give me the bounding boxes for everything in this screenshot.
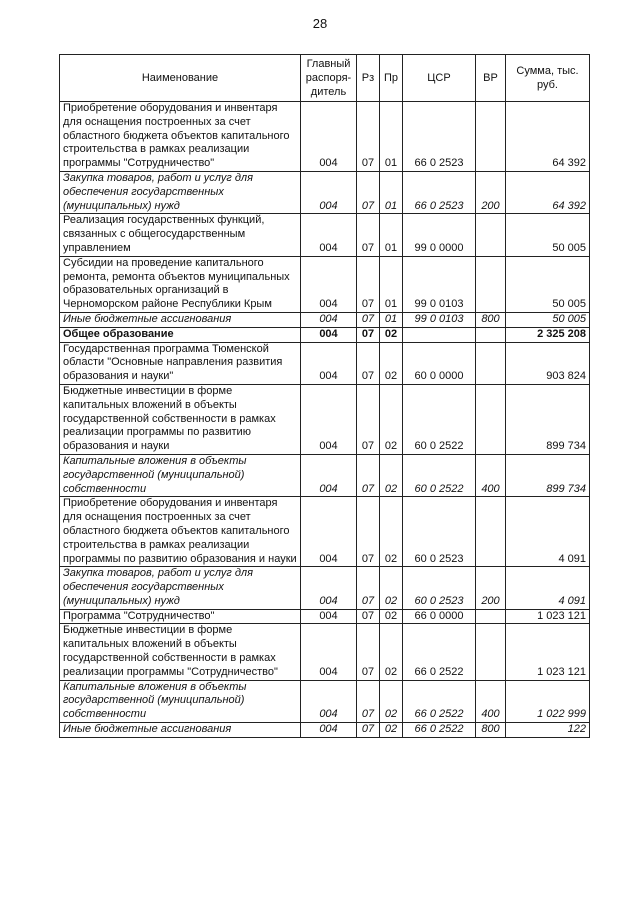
row-expense-type [476, 214, 506, 256]
row-subsection: 02 [380, 567, 403, 609]
table-row [60, 454, 590, 496]
row-section: 07 [357, 327, 380, 342]
header-subsection: Пр [380, 55, 403, 102]
row-target-article: 60 0 2523 [403, 497, 476, 567]
row-section: 07 [357, 454, 380, 496]
row-name: Реализация государственных функций, связанных с общегосударственным управлением [60, 214, 301, 256]
row-chief-administrator: 004 [301, 609, 357, 624]
row-sum: 50 005 [506, 312, 590, 327]
table-row [60, 384, 590, 454]
table-row [60, 497, 590, 567]
header-expense-type: ВР [476, 55, 506, 102]
row-expense-type [476, 256, 506, 312]
row-expense-type [476, 497, 506, 567]
row-sum: 50 005 [506, 214, 590, 256]
row-target-article: 66 0 2523 [403, 102, 476, 172]
row-sum: 50 005 [506, 256, 590, 312]
row-section: 07 [357, 171, 380, 213]
row-section: 07 [357, 102, 380, 172]
row-chief-administrator: 004 [301, 723, 357, 738]
row-target-article: 66 0 2523 [403, 171, 476, 213]
row-chief-administrator: 004 [301, 342, 357, 384]
row-subsection: 02 [380, 342, 403, 384]
row-subsection: 01 [380, 312, 403, 327]
row-expense-type [476, 327, 506, 342]
row-target-article: 60 0 0000 [403, 342, 476, 384]
table-row [60, 102, 590, 172]
row-expense-type: 800 [476, 723, 506, 738]
row-target-article: 99 0 0103 [403, 312, 476, 327]
row-chief-administrator: 004 [301, 327, 357, 342]
row-sum: 899 734 [506, 384, 590, 454]
header-chief-administrator: Главный распоря- дитель [301, 55, 357, 102]
row-sum: 64 392 [506, 171, 590, 213]
row-sum: 1 022 999 [506, 680, 590, 722]
row-section: 07 [357, 624, 380, 680]
row-section: 07 [357, 312, 380, 327]
row-expense-type [476, 609, 506, 624]
row-name: Государственная программа Тюменской области "Основные направления развития образования и науки" [60, 342, 301, 384]
row-subsection: 02 [380, 609, 403, 624]
row-section: 07 [357, 342, 380, 384]
row-name: Капитальные вложения в объекты государственной (муниципальной) собственности [60, 680, 301, 722]
row-subsection: 01 [380, 214, 403, 256]
row-name: Закупка товаров, работ и услуг для обеспечения государственных (муниципальных) нужд [60, 171, 301, 213]
header-row [60, 55, 590, 102]
row-subsection: 01 [380, 256, 403, 312]
row-chief-administrator: 004 [301, 624, 357, 680]
row-section: 07 [357, 497, 380, 567]
row-sum: 899 734 [506, 454, 590, 496]
row-subsection: 02 [380, 454, 403, 496]
row-section: 07 [357, 256, 380, 312]
table-row [60, 214, 590, 256]
row-expense-type [476, 624, 506, 680]
row-chief-administrator: 004 [301, 312, 357, 327]
row-chief-administrator: 004 [301, 102, 357, 172]
row-chief-administrator: 004 [301, 171, 357, 213]
table-row [60, 609, 590, 624]
row-chief-administrator: 004 [301, 384, 357, 454]
row-section: 07 [357, 609, 380, 624]
row-expense-type [476, 102, 506, 172]
row-subsection: 02 [380, 723, 403, 738]
row-expense-type [476, 384, 506, 454]
row-name: Субсидии на проведение капитального ремонта, ремонта объектов муниципальных образовательных организаций в Черноморском районе Республики Крым [60, 256, 301, 312]
row-name: Программа "Сотрудничество" [60, 609, 301, 624]
budget-table [59, 54, 590, 738]
row-sum: 64 392 [506, 102, 590, 172]
row-expense-type: 400 [476, 454, 506, 496]
row-section: 07 [357, 680, 380, 722]
table-row [60, 567, 590, 609]
row-subsection: 02 [380, 327, 403, 342]
row-expense-type: 200 [476, 567, 506, 609]
row-name: Приобретение оборудования и инвентаря для оснащения построенных за счет областного бюджета объектов капитального строительства в рамках реализации программы "Сотрудничество" [60, 102, 301, 172]
row-target-article: 66 0 0000 [403, 609, 476, 624]
row-name: Бюджетные инвестиции в форме капитальных вложений в объекты государственной собственности в рамках реализации программы "Сотрудничество" [60, 624, 301, 680]
row-sum: 2 325 208 [506, 327, 590, 342]
row-chief-administrator: 004 [301, 567, 357, 609]
row-name: Закупка товаров, работ и услуг для обеспечения государственных (муниципальных) нужд [60, 567, 301, 609]
row-chief-administrator: 004 [301, 454, 357, 496]
row-name: Бюджетные инвестиции в форме капитальных вложений в объекты государственной собственности в рамках реализации программы по развитию образования и науки [60, 384, 301, 454]
row-subsection: 02 [380, 497, 403, 567]
row-target-article: 66 0 2522 [403, 624, 476, 680]
row-target-article: 99 0 0000 [403, 214, 476, 256]
row-target-article: 66 0 2522 [403, 723, 476, 738]
row-name: Иные бюджетные ассигнования [60, 312, 301, 327]
row-sum: 903 824 [506, 342, 590, 384]
row-expense-type: 200 [476, 171, 506, 213]
row-sum: 122 [506, 723, 590, 738]
table-row [60, 624, 590, 680]
row-expense-type [476, 342, 506, 384]
row-expense-type: 800 [476, 312, 506, 327]
table-row [60, 680, 590, 722]
row-name: Капитальные вложения в объекты государственной (муниципальной) собственности [60, 454, 301, 496]
row-subsection: 01 [380, 171, 403, 213]
row-section: 07 [357, 567, 380, 609]
row-sum: 1 023 121 [506, 624, 590, 680]
row-expense-type: 400 [476, 680, 506, 722]
row-chief-administrator: 004 [301, 497, 357, 567]
row-target-article [403, 327, 476, 342]
row-subsection: 01 [380, 102, 403, 172]
row-chief-administrator: 004 [301, 680, 357, 722]
row-chief-administrator: 004 [301, 256, 357, 312]
budget-table-body [60, 102, 590, 738]
row-target-article: 60 0 2522 [403, 384, 476, 454]
row-section: 07 [357, 214, 380, 256]
row-sum: 1 023 121 [506, 609, 590, 624]
row-section: 07 [357, 723, 380, 738]
row-chief-administrator: 004 [301, 214, 357, 256]
row-target-article: 60 0 2522 [403, 454, 476, 496]
table-row [60, 312, 590, 327]
row-target-article: 66 0 2522 [403, 680, 476, 722]
table-row [60, 256, 590, 312]
row-name: Общее образование [60, 327, 301, 342]
table-row [60, 723, 590, 738]
row-subsection: 02 [380, 384, 403, 454]
row-target-article: 60 0 2523 [403, 567, 476, 609]
header-target-article: ЦСР [403, 55, 476, 102]
table-row [60, 171, 590, 213]
table-row [60, 327, 590, 342]
row-subsection: 02 [380, 680, 403, 722]
row-name: Приобретение оборудования и инвентаря для оснащения построенных за счет областного бюджета объектов капитального строительства в рамках реализации программы по развитию образования и науки [60, 497, 301, 567]
row-subsection: 02 [380, 624, 403, 680]
row-section: 07 [357, 384, 380, 454]
header-section: Рз [357, 55, 380, 102]
row-name: Иные бюджетные ассигнования [60, 723, 301, 738]
header-sum: Сумма, тыс. руб. [506, 55, 590, 102]
header-name: Наименование [60, 55, 301, 102]
row-sum: 4 091 [506, 497, 590, 567]
page-number: 28 [312, 16, 328, 31]
row-target-article: 99 0 0103 [403, 256, 476, 312]
table-row [60, 342, 590, 384]
row-sum: 4 091 [506, 567, 590, 609]
